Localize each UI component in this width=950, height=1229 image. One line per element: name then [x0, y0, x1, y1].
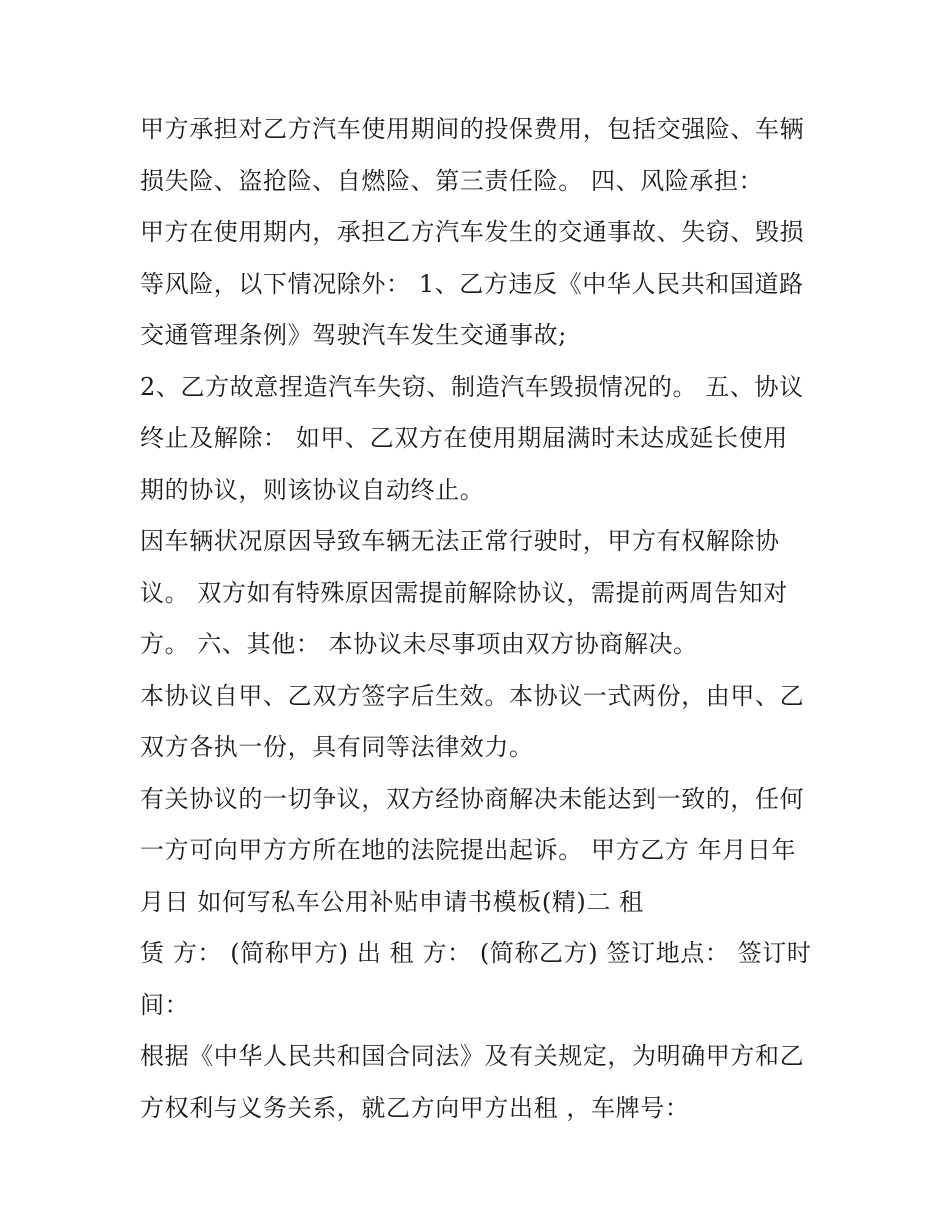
text-line: 方权利与义务关系，就乙方向甲方出租 ，车牌号：: [140, 1093, 690, 1122]
document-body: [140, 104, 830, 1134]
text-line: 议。 双方如有特殊原因需提前解除协议，需提前两周告知对: [140, 578, 788, 607]
text-line: 有关协议的一切争议，双方经协商解决未能达到一致的，任何: [140, 784, 805, 813]
text-line: 根据《中华人民共和国合同法》及有关规定，为明确甲方和乙: [140, 1042, 805, 1070]
text-line: 甲方承担对乙方汽车使用期间的投保费用，包括交强险、车辆: [140, 115, 805, 143]
text-line: 双方各执一份，具有同等法律效力。: [140, 733, 534, 761]
text-line: 本协议自甲、乙双方签字后生效。本协议一式两份，由甲、乙: [140, 681, 805, 710]
text-line: 交通管理条例》驾驶汽车发生交通事故;: [140, 321, 567, 349]
text-line: 间：: [140, 990, 190, 1019]
text-line: 因车辆状况原因导致车辆无法正常行驶时，甲方有权解除协: [140, 527, 780, 555]
text-line: 方。 六、其他： 本协议未尽事项由双方协商解决。: [140, 630, 698, 658]
text-line: 2、乙方故意捏造汽车失窃、制造汽车毁损情况的。 五、协议: [140, 372, 804, 401]
text-line: 终止及解除： 如甲、乙双方在使用期届满时未达成延长使用: [140, 424, 788, 452]
text-line: 损失险、盗抢险、自燃险、第三责任险。 四、风险承担：: [140, 166, 764, 195]
text-line: 等风险，以下情况除外： 1、乙方违反《中华人民共和国道路: [140, 269, 804, 298]
text-line: 甲方在使用期内，承担乙方汽车发生的交通事故、失窃、毁损: [140, 218, 805, 246]
text-line: 月日 如何写私车公用补贴申请书模板(精)二 租: [140, 887, 644, 916]
text-line: 赁 方： (简称甲方) 出 租 方： (简称乙方) 签订地点： 签订时: [140, 939, 812, 967]
text-line: 一方可向甲方方所在地的法院提出起诉。 甲方乙方 年月日年: [140, 836, 797, 864]
text-line: 期的协议，则该协议自动终止。: [140, 475, 485, 504]
